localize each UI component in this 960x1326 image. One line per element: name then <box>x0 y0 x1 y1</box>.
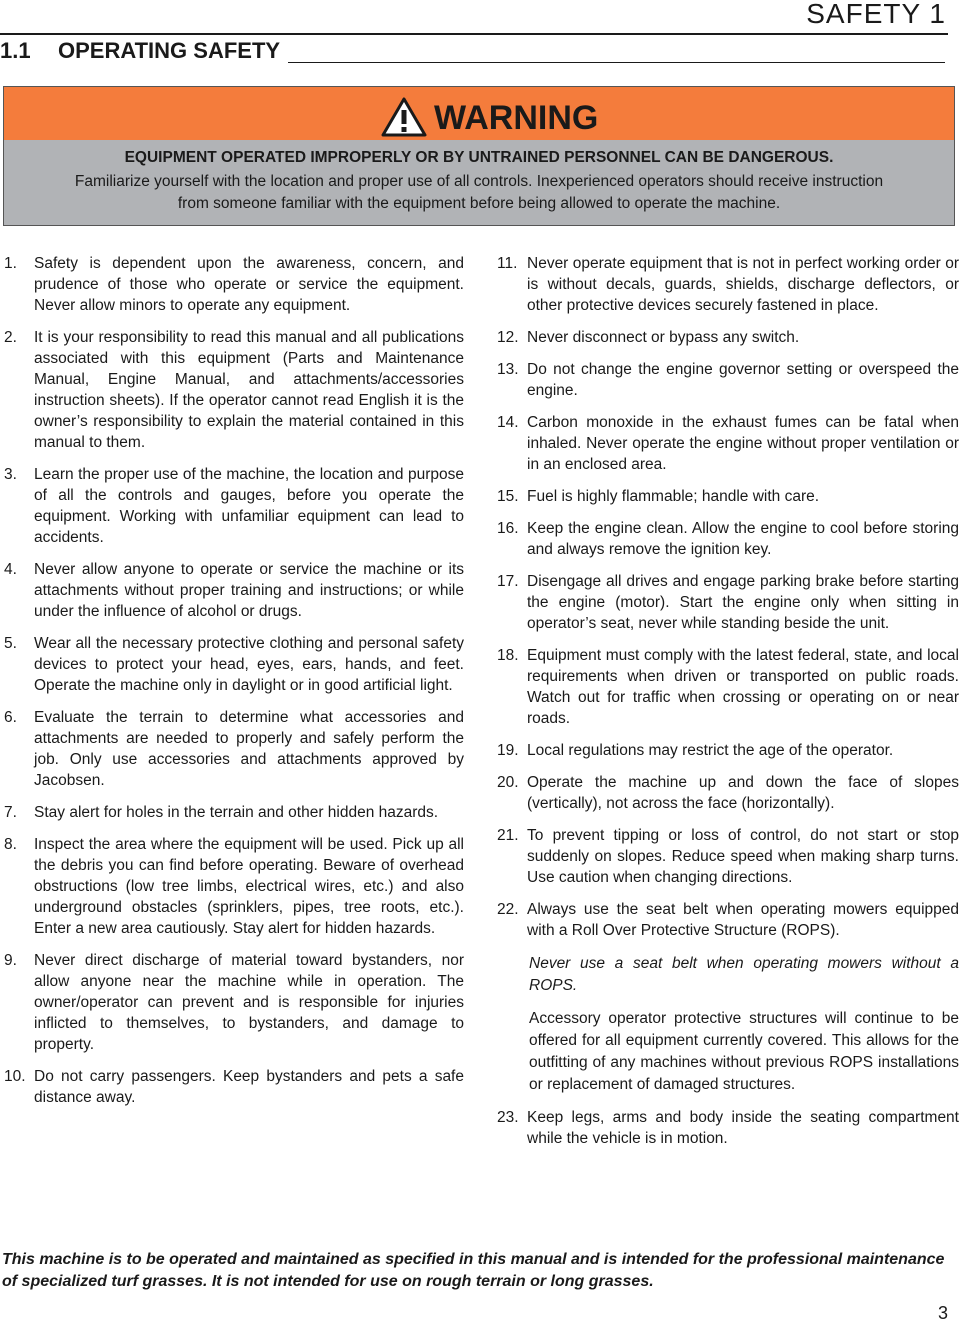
item-text: Never operate equipment that is not in perfect working order or is without decals, guards, shields, discharge deflectors, or other protective devices securely fastened in place. <box>527 255 959 314</box>
item-text: Operate the machine up and down the face of slopes (vertically), not across the face (horizontally). <box>527 774 959 812</box>
item-number: 23. <box>497 1109 519 1126</box>
item-number: 9. <box>4 952 17 969</box>
list-item <box>497 899 959 941</box>
item-text: Do not carry passengers. Keep bystanders and pets a safe distance away. <box>34 1068 464 1106</box>
warning-title-text: WARNING <box>434 99 599 137</box>
warning-body-text: Familiarize yourself with the location and proper use of all controls. Inexperienced operators should receive instruction from someone familiar with the equipment before being allowed to operate the machine. <box>74 173 884 212</box>
item-number: 6. <box>4 709 17 726</box>
list-item <box>4 327 464 453</box>
list-item <box>4 464 464 548</box>
item-text: Evaluate the terrain to determine what accessories and attachments are needed to properly and safely perform the job. Only use accessories and attachments approved by Jacobsen. <box>34 709 464 789</box>
item-number: 17. <box>497 573 519 590</box>
page-header <box>0 0 960 70</box>
item-text: Learn the proper use of the machine, the location and purpose of all the controls and gauges, before you operate the equipment. Working with unfamiliar equipment can lead to accidents. <box>34 466 464 546</box>
item-number: 18. <box>497 647 519 664</box>
footer-note: This machine is to be operated and maintained as specified in this manual and is intended for the professional maintenance of specialized turf grasses. It is not intended for use on rough terrain or long grasses. <box>2 1251 945 1290</box>
list-item <box>497 327 959 348</box>
list-item <box>4 834 464 939</box>
list-item <box>497 359 959 401</box>
list-item <box>497 772 959 814</box>
item-number: 15. <box>497 488 519 505</box>
list-item <box>4 253 464 316</box>
item-number: 5. <box>4 635 17 652</box>
section-title <box>0 38 280 64</box>
list-item <box>497 825 959 888</box>
item-text: Inspect the area where the equipment will be used. Pick up all the debris you can find before operating. Beware of overhead obstructions (low tree limbs, electrical wires, etc.) and also underground obstacles (sprinklers, pipes, tree roots, etc.). Enter a new area cautiously. Stay alert for hidden hazards. <box>34 836 464 937</box>
item-text: Disengage all drives and engage parking brake before starting the engine (motor). Start the engine only when sitting in operator’s seat, never while standing beside the unit. <box>527 573 959 632</box>
item-text: Stay alert for holes in the terrain and other hidden hazards. <box>34 804 439 821</box>
list-item <box>4 950 464 1055</box>
item-number: 3. <box>4 466 17 483</box>
list-item <box>497 1107 959 1149</box>
list-item <box>4 802 464 823</box>
item-text: Fuel is highly flammable; handle with care. <box>527 488 820 505</box>
item-text: Never allow anyone to operate or service the machine or its attachments without proper training and instructions; or while under the influence of alcohol or drugs. <box>34 561 464 620</box>
item-number: 2. <box>4 329 17 346</box>
item-text: Wear all the necessary protective clothing and personal safety devices to protect your head, eyes, ears, hands, and feet. Operate the machine only in daylight or in good artificial light. <box>34 635 464 694</box>
item-text: Never direct discharge of material toward bystanders, nor allow anyone near the machine while in operation. The owner/operator can prevent and is responsible for injuries inflicted to themselves, to bystanders, and damage to property. <box>34 952 464 1053</box>
item-number: 12. <box>497 329 519 346</box>
list-item <box>497 645 959 729</box>
list-item <box>4 559 464 622</box>
item-number: 7. <box>4 804 17 821</box>
item-text: Safety is dependent upon the awareness, concern, and prudence of those who operate or service the equipment. Never allow minors to operate any equipment. <box>34 255 464 314</box>
right-column <box>497 253 959 1160</box>
item-number: 20. <box>497 774 519 791</box>
item-number: 19. <box>497 742 519 759</box>
left-column <box>4 253 464 1119</box>
item-text: Do not change the engine governor setting or overspeed the engine. <box>527 361 959 399</box>
chapter-title: SAFETY 1 <box>806 0 946 29</box>
header-rule <box>0 33 948 35</box>
item-number: 13. <box>497 361 519 378</box>
list-item <box>497 253 959 316</box>
warning-bold-line: EQUIPMENT OPERATED IMPROPERLY OR BY UNTRAINED PERSONNEL CAN BE DANGEROUS. <box>124 149 834 166</box>
item-number: 16. <box>497 520 519 537</box>
section-number: 1.1 <box>0 38 31 63</box>
item-text: Keep the engine clean. Allow the engine to cool before storing and always remove the ignition key. <box>527 520 959 558</box>
item-number: 8. <box>4 836 17 853</box>
item-number: 4. <box>4 561 17 578</box>
item-number: 21. <box>497 827 519 844</box>
section-title-text: OPERATING SAFETY <box>58 38 281 63</box>
item-number: 22. <box>497 901 519 918</box>
list-item <box>497 486 959 507</box>
list-item <box>4 1066 464 1108</box>
rops-note-italic: Never use a seat belt when operating mowers without a ROPS. <box>529 955 959 994</box>
item-text: It is your responsibility to read this manual and all publications associated with this equipment (Parts and Maintenance Manual, Engine Manual, and attachments/accessories instruction sheets). If the operator cannot read English it is the owner’s responsibility to explain the material contained in this manual to them. <box>34 329 464 451</box>
item-number: 14. <box>497 414 519 431</box>
list-item <box>4 707 464 791</box>
item-text: Carbon monoxide in the exhaust fumes can be fatal when inhaled. Never operate the engine without proper ventilation or in an enclosed area. <box>527 414 959 473</box>
list-item <box>497 518 959 560</box>
item-text: Local regulations may restrict the age of the operator. <box>527 742 894 759</box>
item-number: 1. <box>4 255 17 272</box>
section-rule <box>288 62 945 63</box>
item-text: Equipment must comply with the latest federal, state, and local requirements when driven or transported on public roads. Watch out for traffic when crossing or operating on or near roads. <box>527 647 959 727</box>
list-item <box>497 412 959 475</box>
right-item-list <box>497 253 959 941</box>
page-number: 3 <box>937 1303 948 1323</box>
warning-title <box>382 99 598 138</box>
item-number: 10. <box>4 1068 26 1085</box>
warning-body <box>4 171 954 215</box>
warning-box <box>3 86 955 226</box>
item-text: Never disconnect or bypass any switch. <box>527 329 800 346</box>
item-number: 11. <box>497 255 518 272</box>
list-item <box>497 571 959 634</box>
item-text: Always use the seat belt when operating mowers equipped with a Roll Over Protective Structure (ROPS). <box>527 901 959 939</box>
list-item <box>4 633 464 696</box>
item-text: To prevent tipping or loss of control, do not start or stop suddenly on slopes. Reduce speed when making sharp turns. Use caution when changing directions. <box>527 827 959 886</box>
item-text: Keep legs, arms and body inside the seating compartment while the vehicle is in motion. <box>527 1109 959 1147</box>
warning-band <box>4 87 954 140</box>
list-item <box>497 740 959 761</box>
rops-note-body: Accessory operator protective structures will continue to be offered for all equipment currently covered. This allows for the outfitting of any machines without previous ROPS installations or replacement of damaged structures. <box>529 1010 959 1093</box>
